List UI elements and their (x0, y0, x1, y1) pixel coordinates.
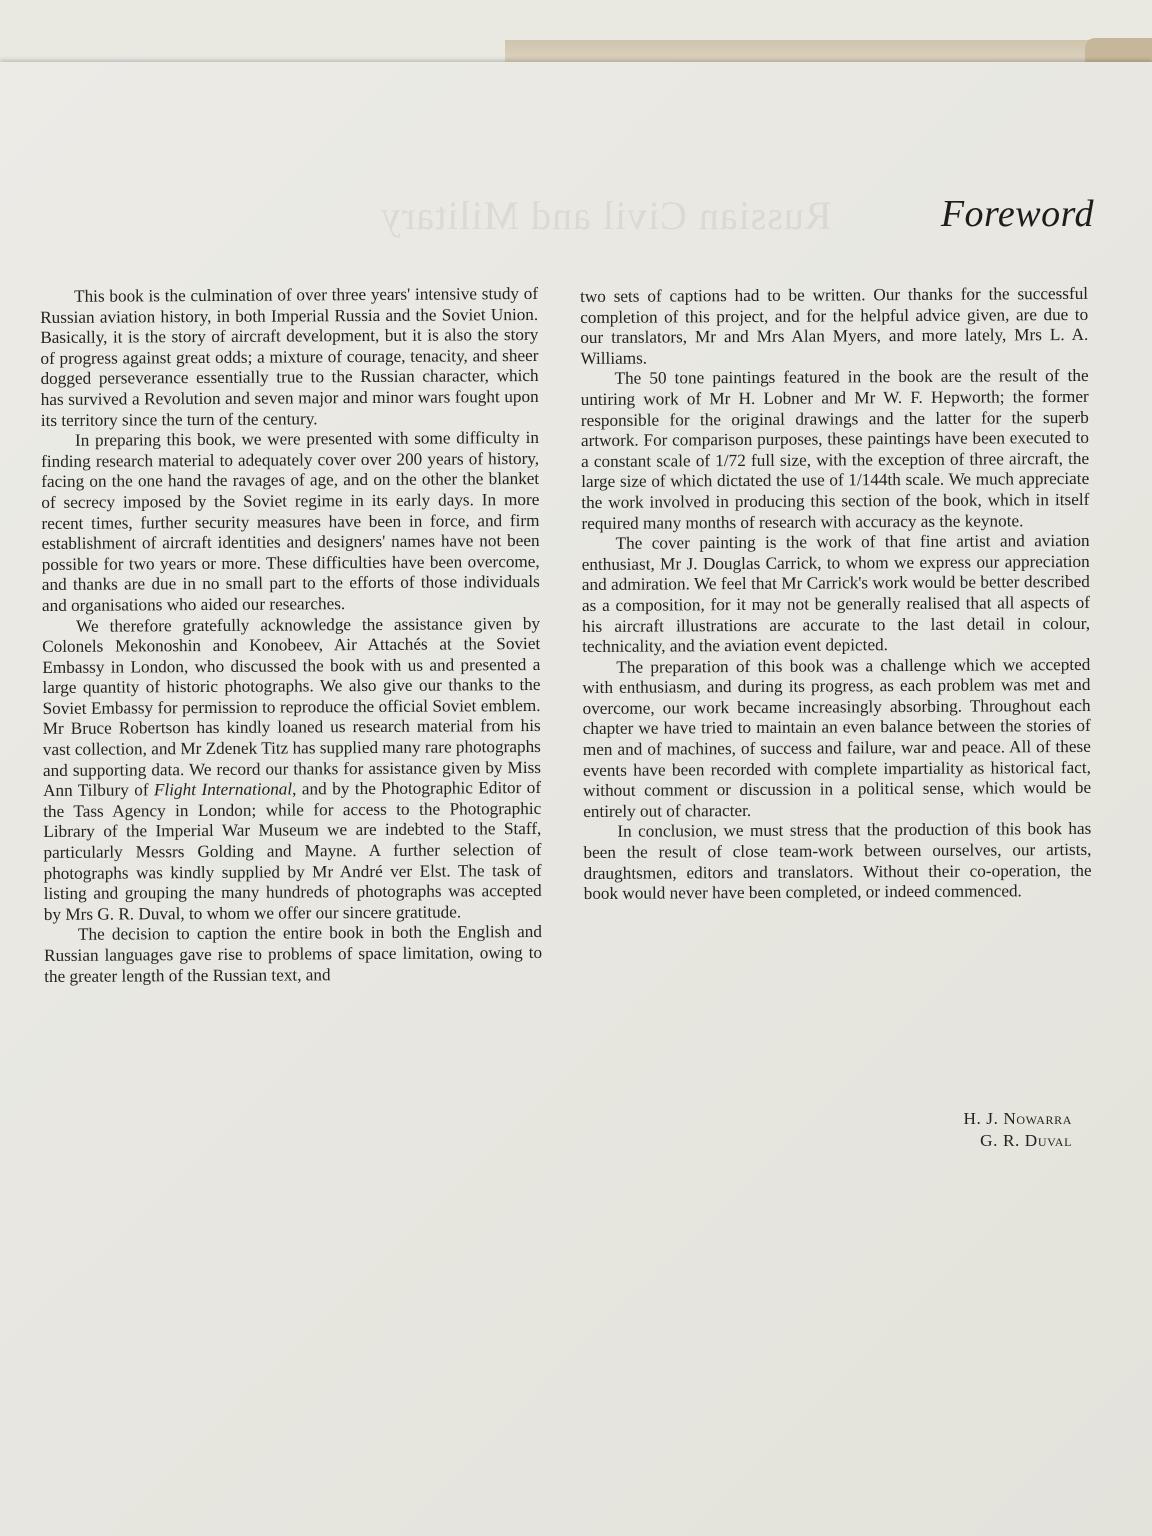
book-page (0, 62, 1152, 1536)
bleed-through-text: Russian Civil and Military (380, 193, 832, 238)
paragraph: This book is the culmination of over three years' intensive study of Russian aviation history, in both Imperial Russia and the Soviet Union. Basically, it is the story of aircraft development, but it is also the story of progress against great odds; a mixture of courage, tenacity, and sheer dogged perseverance essentially true to the Russian character, which has survived a Revolution and seven major and minor wars fought upon its territory since the turn of the century. (40, 283, 539, 430)
paragraph: The decision to caption the entire book in both the English and Russian languages gave rise to problems of space limitation, owing to the greater length of the Russian text, and (44, 922, 543, 986)
paragraph: In preparing this book, we were presented with some difficulty in finding research material to adequately cover over 200 years of history, facing on the one hand the ravages of age, and on the other the blanket of secrecy imposed by the Soviet regime in its early days. In more recent times, further security measures have been in force, and firm establishment of aircraft identities and designers' names have not been possible for two years or more. These difficulties have been overcome, and thanks are due in no small part to the efforts of those individuals and organisations who aided our researches. (41, 428, 540, 615)
paragraph: The 50 tone paintings featured in the book are the result of the untiring work of Mr H. Lobner and Mr W. F. Hepworth; the former responsible for the original drawings and the latter for the superb artwork. For comparison purposes, these paintings have been executed to a constant scale of 1/72 full size, with the exception of three aircraft, the large size of which dictated the use of 1/144th scale. We much appreciate the work involved in producing this section of the book, which in itself required many months of research with accuracy as the keynote. (580, 366, 1090, 533)
publication-title: Flight International (153, 779, 293, 800)
author-name: G. R. Duval (980, 1131, 1072, 1150)
paragraph-text: We therefore gratefully acknowledge the assistance given by Colonels Mekonoshin and Konobeev, Air Attachés at the Soviet Embassy in London, who discussed the book with us and presented a large quantity of historic photographs. We also give our thanks to the Soviet Embassy for permission to reproduce the official Soviet emblem. Mr Bruce Robertson has kindly loaned us research material from his vast collection, and Mr Zdenek Titz has supplied many rare photographs and supporting data. We record our thanks for assistance given by Miss Ann Tilbury of (42, 613, 542, 801)
paragraph-text: , and by the Photographic Editor of the Tass Agency in London; while for access to the Photographic Library of the Imperial War Museum we are indebted to the Staff, particularly Messrs Golding and Mayne. A further selection of photographs was kindly supplied by Mr André ver Elst. The task of listing and grouping the many hundreds of photographs was accepted by Mrs G. R. Duval, to whom we offer our sincere gratitude. (43, 778, 542, 924)
left-column (40, 284, 542, 987)
paragraph (42, 613, 542, 925)
paragraph: In conclusion, we must stress that the production of this book has been the result of close team-work between ourselves, our artists, draughtsmen, editors and translators. Without their co-operation, the book would never have been completed, or indeed commenced. (583, 819, 1092, 904)
paragraph: The cover painting is the work of that fine artist and aviation enthusiast, Mr J. Douglas Carrick, to whom we express our appreciation and admiration. We feel that Mr Carrick's work would be better described as a composition, for it may not be generally realised that all aspects of his aircraft illustrations are accurate to the last detail in colour, technicality, and the aviation event depicted. (581, 531, 1091, 657)
author-signatures (963, 1108, 1072, 1152)
right-column (580, 284, 1092, 905)
paragraph: The preparation of this book was a challenge which we accepted with enthusiasm, and during its progress, as each problem was met and overcome, our work became increasingly absorbing. Throughout each chapter we have tried to maintain an even balance between the stories of men and of machines, of success and failure, war and peace. All of these events have been recorded with complete impartiality as historical fact, without comment or discussion in a political sense, which would be entirely out of character. (582, 654, 1092, 821)
page-title: Foreword (940, 193, 1094, 235)
paragraph: two sets of captions had to be written. Our thanks for the successful completion of this project, and for the helpful advice given, are due to our translators, Mr and Mrs Alan Myers, and more lately, Mrs L. A. Williams. (580, 283, 1089, 368)
author-name: H. J. Nowarra (963, 1109, 1072, 1128)
